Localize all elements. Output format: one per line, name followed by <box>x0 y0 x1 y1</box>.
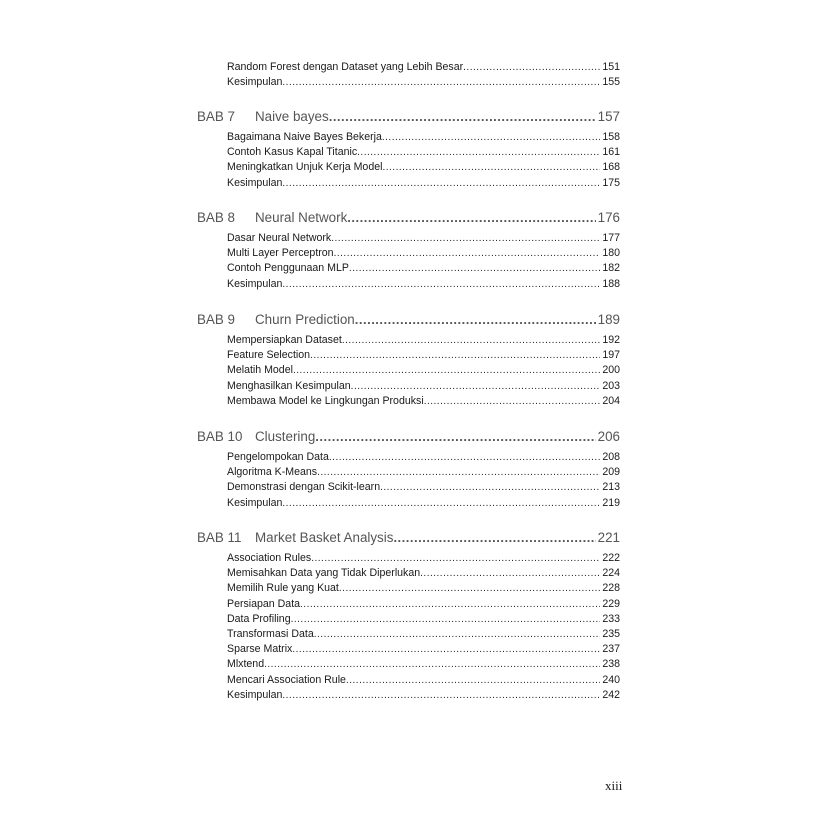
dot-leader <box>282 277 600 292</box>
entry-page: 219 <box>602 496 620 509</box>
dot-leader <box>329 108 596 126</box>
entry-page: 235 <box>602 628 620 640</box>
entry-page: 238 <box>602 658 620 671</box>
entry-title: Contoh Kasus Kapal Titanic <box>227 146 358 159</box>
chapter-title: Clustering <box>255 429 316 444</box>
dot-leader <box>300 597 600 612</box>
entry-page: 197 <box>602 349 620 362</box>
dot-leader <box>264 657 600 672</box>
entry-title: Mlxtend <box>227 658 265 671</box>
dot-leader <box>292 642 600 657</box>
entry-title: Multi Layer Perceptron <box>227 247 334 260</box>
chapter-heading <box>197 311 620 329</box>
chapter-number: BAB 11 <box>197 530 242 545</box>
toc-entry <box>227 145 620 160</box>
toc-entry <box>227 465 620 480</box>
toc-entry <box>227 450 620 465</box>
dot-leader <box>420 566 600 581</box>
dot-leader <box>346 673 600 688</box>
dot-leader <box>382 160 600 175</box>
entry-title: Kesimpulan <box>227 496 283 509</box>
entry-title: Melatih Model <box>227 364 293 377</box>
entry-page: 233 <box>602 612 620 625</box>
entry-title: Mempersiapkan Dataset <box>227 334 342 346</box>
entry-page: 151 <box>602 61 620 73</box>
entry-title: Random Forest dengan Dataset yang Lebih Besar <box>227 61 464 73</box>
entry-title: Persiapan Data <box>227 597 301 610</box>
entry-page: 188 <box>602 277 620 290</box>
toc-entry <box>227 130 620 145</box>
entry-page: 155 <box>602 76 620 89</box>
entry-page: 204 <box>602 394 620 407</box>
dot-leader <box>424 394 601 409</box>
toc-entry <box>227 627 620 642</box>
dot-leader <box>355 311 596 329</box>
dot-leader <box>293 363 600 378</box>
chapter-page: 189 <box>597 312 620 327</box>
toc-entry <box>227 612 620 627</box>
toc-entry <box>227 496 620 511</box>
toc-entry <box>227 277 620 292</box>
entry-title: Kesimpulan <box>227 277 283 290</box>
toc-entry <box>227 333 620 348</box>
entry-page: 158 <box>602 131 620 143</box>
entry-title: Pengelompokan Data <box>227 451 329 463</box>
dot-leader <box>291 612 601 627</box>
entry-title: Feature Selection <box>227 349 311 362</box>
dot-leader <box>339 581 600 596</box>
toc-entry <box>227 176 620 191</box>
toc-entry <box>227 394 620 409</box>
entry-title: Kesimpulan <box>227 176 283 189</box>
dot-leader <box>282 688 600 703</box>
dot-leader <box>357 145 600 160</box>
entry-title: Contoh Penggunaan MLP <box>227 262 349 275</box>
dot-leader <box>342 333 600 348</box>
entry-page: 177 <box>602 232 620 244</box>
toc-entry <box>227 231 620 246</box>
dot-leader <box>329 450 600 465</box>
dot-leader <box>334 246 601 261</box>
entry-page: 180 <box>602 247 620 260</box>
entry-title: Data Profiling <box>227 612 291 625</box>
entry-title: Meningkatkan Unjuk Kerja Model <box>227 161 383 174</box>
dot-leader <box>380 480 600 495</box>
toc-entry <box>227 597 620 612</box>
toc-entry <box>227 363 620 378</box>
toc-entry <box>227 688 620 703</box>
chapter-title: Churn Prediction <box>255 312 355 327</box>
entry-page: 224 <box>602 567 620 580</box>
entry-page: 237 <box>602 643 620 656</box>
dot-leader <box>315 428 595 446</box>
chapter-title: Neural Network <box>255 210 348 225</box>
toc-entry <box>227 642 620 657</box>
entry-page: 161 <box>602 146 620 159</box>
entry-page: 242 <box>602 688 620 701</box>
toc-entry <box>227 551 620 566</box>
dot-leader <box>314 627 601 642</box>
entry-title: Demonstrasi dengan Scikit-learn <box>227 481 381 494</box>
entry-page: 168 <box>602 161 620 174</box>
entry-page: 222 <box>602 552 620 564</box>
dot-leader <box>463 60 600 75</box>
dot-leader <box>310 348 600 363</box>
entry-page: 175 <box>602 176 620 189</box>
entry-title: Memilih Rule yang Kuat <box>227 582 339 595</box>
toc-entry <box>227 673 620 688</box>
toc-entry <box>227 348 620 363</box>
dot-leader <box>282 75 600 90</box>
entry-title: Algoritma K-Means <box>227 466 318 479</box>
chapter-number: BAB 7 <box>197 109 235 124</box>
toc-entry <box>227 75 620 90</box>
entry-page: 182 <box>602 262 620 275</box>
chapter-heading <box>197 428 620 446</box>
entry-title: Menghasilkan Kesimpulan <box>227 379 351 392</box>
chapter-number: BAB 8 <box>197 210 235 225</box>
chapter-page: 157 <box>597 109 620 124</box>
entry-title: Kesimpulan <box>227 76 283 89</box>
entry-page: 228 <box>602 582 620 595</box>
toc-entry <box>227 60 620 75</box>
entry-title: Association Rules <box>227 552 312 564</box>
dot-leader <box>347 209 595 227</box>
dot-leader <box>311 551 600 566</box>
chapter-heading <box>197 529 620 547</box>
dot-leader <box>393 529 595 547</box>
entry-title: Sparse Matrix <box>227 643 293 656</box>
entry-page: 229 <box>602 597 620 610</box>
page-number: xiii <box>605 778 623 793</box>
entry-page: 192 <box>602 334 620 346</box>
dot-leader <box>351 379 601 394</box>
entry-page: 209 <box>602 466 620 479</box>
chapter-heading <box>197 209 620 227</box>
chapter-page: 221 <box>597 530 620 545</box>
dot-leader <box>282 496 600 511</box>
entry-title: Transformasi Data <box>227 628 314 640</box>
toc-entry <box>227 261 620 276</box>
dot-leader <box>331 231 600 246</box>
dot-leader <box>282 176 600 191</box>
entry-page: 240 <box>602 673 620 686</box>
chapter-page: 206 <box>597 429 620 444</box>
toc-entry <box>227 566 620 581</box>
entry-title: Kesimpulan <box>227 688 283 701</box>
entry-title: Mencari Association Rule <box>227 673 346 686</box>
entry-page: 203 <box>602 379 620 392</box>
entry-title: Bagaimana Naive Bayes Bekerja <box>227 131 382 143</box>
dot-leader <box>349 261 600 276</box>
toc-entry <box>227 246 620 261</box>
toc-entry <box>227 657 620 672</box>
chapter-page: 176 <box>597 210 620 225</box>
entry-title: Membawa Model ke Lingkungan Produksi <box>227 394 424 407</box>
chapter-heading <box>197 108 620 126</box>
entry-page: 213 <box>602 481 620 494</box>
entry-title: Memisahkan Data yang Tidak Diperlukan <box>227 567 421 580</box>
toc-entry <box>227 581 620 596</box>
chapter-number: BAB 9 <box>197 312 235 327</box>
toc-entry <box>227 480 620 495</box>
dot-leader <box>317 465 600 480</box>
chapter-number: BAB 10 <box>197 429 243 444</box>
dot-leader <box>382 130 600 145</box>
chapter-title: Naive bayes <box>255 109 329 124</box>
entry-page: 208 <box>602 451 620 463</box>
toc-entry <box>227 379 620 394</box>
entry-page: 200 <box>602 364 620 377</box>
toc-entry <box>227 160 620 175</box>
entry-title: Dasar Neural Network <box>227 232 332 244</box>
chapter-title: Market Basket Analysis <box>255 530 394 545</box>
